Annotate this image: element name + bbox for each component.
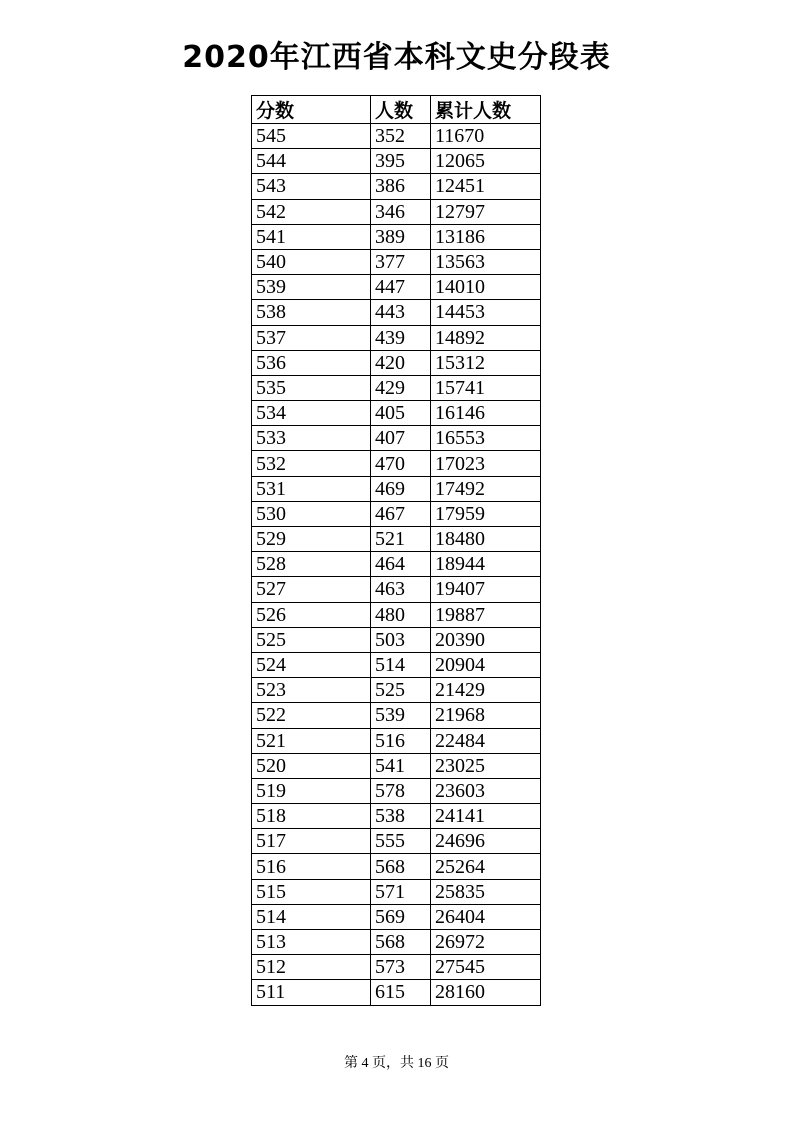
cell-count: 615 [371, 980, 431, 1005]
cell-count: 555 [371, 829, 431, 854]
table-row [252, 275, 541, 300]
cell-score: 530 [252, 501, 371, 526]
cell-score: 532 [252, 451, 371, 476]
table-row [252, 728, 541, 753]
table-row [252, 124, 541, 149]
cell-count: 346 [371, 199, 431, 224]
cell-count: 386 [371, 174, 431, 199]
table-row [252, 249, 541, 274]
cell-count: 464 [371, 552, 431, 577]
cell-cumulative: 19407 [431, 577, 541, 602]
cell-score: 535 [252, 375, 371, 400]
header-row [252, 96, 541, 124]
table-row [252, 401, 541, 426]
cell-score: 536 [252, 350, 371, 375]
cell-count: 429 [371, 375, 431, 400]
table-row [252, 501, 541, 526]
cell-cumulative: 20390 [431, 627, 541, 652]
cell-cumulative: 23025 [431, 753, 541, 778]
cell-cumulative: 20904 [431, 652, 541, 677]
cell-cumulative: 17959 [431, 501, 541, 526]
table-body [252, 124, 541, 1006]
cell-count: 516 [371, 728, 431, 753]
cell-score: 511 [252, 980, 371, 1005]
cell-count: 525 [371, 678, 431, 703]
cell-count: 568 [371, 854, 431, 879]
table-row [252, 829, 541, 854]
cell-count: 467 [371, 501, 431, 526]
cell-cumulative: 22484 [431, 728, 541, 753]
cell-count: 439 [371, 325, 431, 350]
cell-score: 512 [252, 955, 371, 980]
cell-count: 470 [371, 451, 431, 476]
cell-count: 377 [371, 249, 431, 274]
table-row [252, 552, 541, 577]
cell-score: 529 [252, 527, 371, 552]
table-row [252, 930, 541, 955]
cell-count: 578 [371, 778, 431, 803]
table-row [252, 577, 541, 602]
cell-cumulative: 13186 [431, 224, 541, 249]
cell-count: 568 [371, 930, 431, 955]
table-row [252, 904, 541, 929]
table-row [252, 350, 541, 375]
cell-score: 517 [252, 829, 371, 854]
cell-score: 519 [252, 778, 371, 803]
table-row [252, 476, 541, 501]
cell-score: 526 [252, 602, 371, 627]
cell-count: 469 [371, 476, 431, 501]
table-row [252, 879, 541, 904]
cell-cumulative: 19887 [431, 602, 541, 627]
table-row [252, 375, 541, 400]
cell-count: 541 [371, 753, 431, 778]
cell-score: 542 [252, 199, 371, 224]
cell-score: 534 [252, 401, 371, 426]
cell-count: 503 [371, 627, 431, 652]
cell-count: 407 [371, 426, 431, 451]
cell-score: 515 [252, 879, 371, 904]
header-cumulative: 累计人数 [431, 96, 541, 124]
cell-count: 538 [371, 804, 431, 829]
cell-score: 538 [252, 300, 371, 325]
table-row [252, 980, 541, 1005]
cell-count: 521 [371, 527, 431, 552]
cell-cumulative: 27545 [431, 955, 541, 980]
cell-score: 528 [252, 552, 371, 577]
page-title: 2020年江西省本科文史分段表 [182, 40, 611, 75]
cell-cumulative: 24141 [431, 804, 541, 829]
table-row [252, 451, 541, 476]
cell-score: 522 [252, 703, 371, 728]
cell-cumulative: 15312 [431, 350, 541, 375]
cell-cumulative: 23603 [431, 778, 541, 803]
cell-cumulative: 12797 [431, 199, 541, 224]
cell-cumulative: 14453 [431, 300, 541, 325]
cell-score: 543 [252, 174, 371, 199]
table-row [252, 955, 541, 980]
cell-count: 443 [371, 300, 431, 325]
table-row [252, 149, 541, 174]
cell-count: 395 [371, 149, 431, 174]
table-row [252, 678, 541, 703]
cell-score: 513 [252, 930, 371, 955]
cell-cumulative: 26404 [431, 904, 541, 929]
cell-count: 389 [371, 224, 431, 249]
cell-count: 539 [371, 703, 431, 728]
cell-score: 518 [252, 804, 371, 829]
cell-count: 569 [371, 904, 431, 929]
cell-score: 544 [252, 149, 371, 174]
cell-cumulative: 15741 [431, 375, 541, 400]
cell-cumulative: 28160 [431, 980, 541, 1005]
cell-cumulative: 14010 [431, 275, 541, 300]
cell-cumulative: 25835 [431, 879, 541, 904]
cell-count: 447 [371, 275, 431, 300]
table-row [252, 527, 541, 552]
cell-cumulative: 21429 [431, 678, 541, 703]
cell-count: 573 [371, 955, 431, 980]
table-row [252, 703, 541, 728]
table-row [252, 778, 541, 803]
table-row [252, 652, 541, 677]
cell-cumulative: 11670 [431, 124, 541, 149]
cell-cumulative: 16146 [431, 401, 541, 426]
cell-cumulative: 17023 [431, 451, 541, 476]
cell-score: 525 [252, 627, 371, 652]
cell-cumulative: 14892 [431, 325, 541, 350]
table-row [252, 627, 541, 652]
cell-count: 420 [371, 350, 431, 375]
cell-score: 523 [252, 678, 371, 703]
cell-score: 537 [252, 325, 371, 350]
header-score: 分数 [252, 96, 371, 124]
cell-count: 480 [371, 602, 431, 627]
table-row [252, 753, 541, 778]
cell-cumulative: 24696 [431, 829, 541, 854]
cell-count: 352 [371, 124, 431, 149]
cell-cumulative: 12065 [431, 149, 541, 174]
cell-cumulative: 21968 [431, 703, 541, 728]
cell-score: 540 [252, 249, 371, 274]
cell-score: 539 [252, 275, 371, 300]
cell-cumulative: 25264 [431, 854, 541, 879]
cell-score: 520 [252, 753, 371, 778]
cell-score: 514 [252, 904, 371, 929]
cell-cumulative: 12451 [431, 174, 541, 199]
table-row [252, 300, 541, 325]
cell-cumulative: 26972 [431, 930, 541, 955]
cell-score: 516 [252, 854, 371, 879]
page-footer: 第 4 页，共 16 页 [344, 1056, 449, 1071]
table-row [252, 224, 541, 249]
header-count: 人数 [371, 96, 431, 124]
table-row [252, 854, 541, 879]
cell-count: 463 [371, 577, 431, 602]
score-distribution-table [251, 95, 541, 1006]
table-row [252, 199, 541, 224]
table-header [252, 96, 541, 124]
cell-score: 533 [252, 426, 371, 451]
cell-count: 405 [371, 401, 431, 426]
table-row [252, 174, 541, 199]
cell-cumulative: 18944 [431, 552, 541, 577]
cell-score: 541 [252, 224, 371, 249]
cell-score: 521 [252, 728, 371, 753]
table-row [252, 804, 541, 829]
cell-cumulative: 16553 [431, 426, 541, 451]
cell-score: 527 [252, 577, 371, 602]
cell-score: 524 [252, 652, 371, 677]
cell-count: 514 [371, 652, 431, 677]
cell-cumulative: 17492 [431, 476, 541, 501]
cell-cumulative: 13563 [431, 249, 541, 274]
table-row [252, 325, 541, 350]
cell-count: 571 [371, 879, 431, 904]
cell-score: 531 [252, 476, 371, 501]
cell-score: 545 [252, 124, 371, 149]
table-row [252, 602, 541, 627]
table-row [252, 426, 541, 451]
cell-cumulative: 18480 [431, 527, 541, 552]
